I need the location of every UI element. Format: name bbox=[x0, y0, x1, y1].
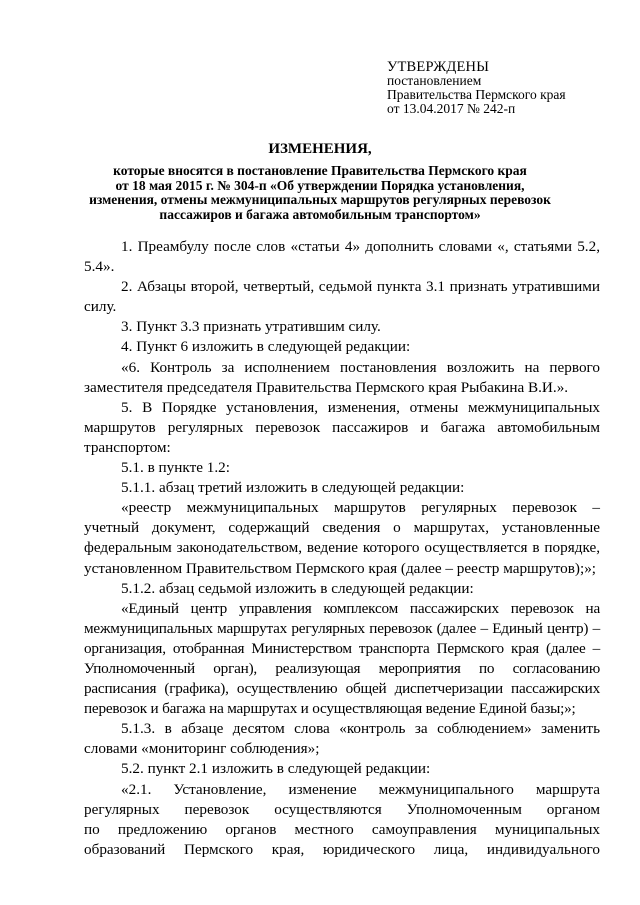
paragraph-13: 5.2. пункт 2.1 изложить в следующей редакции: bbox=[121, 760, 431, 778]
paragraph-12: 5.1.3. в абзаце десятом слова «контроль за соблюдением» заменить словами «мониторинг соблюдения»; bbox=[84, 720, 600, 758]
approval-heading: УТВЕРЖДЕНЫ bbox=[387, 59, 490, 75]
paragraph-14-line-1: «2.1. Установление, изменение межмуниципального маршрута bbox=[121, 780, 600, 798]
paragraph-3: 3. Пункт 3.3 признать утратившим силу. bbox=[121, 318, 381, 336]
document-body bbox=[84, 237, 600, 860]
approval-line-2: Правительства Пермского края bbox=[387, 87, 566, 102]
paragraph-11: «Единый центр управления комплексом пассажирских перевозок на межмуниципальных маршрутах регулярных перевозок (далее – Единый центр) – организация, отобранная Министерством транспорта Пермского края (далее – Уполномоченный орган), реализующая мероприятия по согласованию расписания (графика), осуществлению общей диспетчеризации пассажирских перевозок и багажа на маршрутах и осуществляющая ведение Единой базы;»; bbox=[84, 599, 600, 718]
paragraph-8: 5.1.1. абзац третий изложить в следующей редакции: bbox=[121, 479, 465, 497]
paragraph-6: 5. В Порядке установления, изменения, отмены межмуниципальных маршрутов регулярных перевозок пассажиров и багажа автомобильным транспортом: bbox=[84, 398, 600, 456]
paragraph-1: 1. Преамбулу после слов «статьи 4» дополнить словами «, статьями 5.2, 5.4». bbox=[84, 238, 600, 276]
paragraph-7: 5.1. в пункте 1.2: bbox=[121, 459, 230, 477]
approval-stamp bbox=[387, 60, 566, 116]
paragraph-14-line-3: по предложению органов местного самоуправления муниципальных bbox=[84, 820, 600, 838]
paragraph-14-line-4: образований Пермского края, юридического лица, индивидуального bbox=[84, 840, 600, 858]
subtitle-line-2: от 18 мая 2015 г. № 304-п «Об утверждении Порядка установления, bbox=[115, 177, 525, 193]
subtitle-line-1: которые вносятся в постановление Правительства Пермского края bbox=[113, 163, 527, 178]
paragraph-14 bbox=[84, 780, 600, 860]
approval-line-1: постановлением bbox=[387, 73, 482, 88]
document-subtitle bbox=[60, 164, 580, 222]
paragraph-10: 5.1.2. абзац седьмой изложить в следующей редакции: bbox=[121, 579, 474, 597]
paragraph-4: 4. Пункт 6 изложить в следующей редакции: bbox=[121, 338, 411, 356]
paragraph-5: «6. Контроль за исполнением постановления возложить на первого заместителя председателя Правительства Пермского края Рыбакина В.И.». bbox=[84, 358, 600, 396]
paragraph-14-line-2: регулярных перевозок осуществляются Уполномоченным органом bbox=[84, 800, 600, 818]
document-title: ИЗМЕНЕНИЯ, bbox=[268, 141, 372, 157]
paragraph-9: «реестр межмуниципальных маршрутов регулярных перевозок – учетный документ, содержащий сведения о маршрутах, установленные федеральным законодательством, ведение которого осуществляется в порядке, установленном Правительством Пермского края (далее – реестр маршрутов);»; bbox=[84, 499, 600, 577]
approval-line-3: от 13.04.2017 № 242-п bbox=[387, 101, 516, 116]
paragraph-2: 2. Абзацы второй, четвертый, седьмой пункта 3.1 признать утратившими силу. bbox=[84, 278, 600, 316]
subtitle-line-3: изменения, отмены межмуниципальных маршрутов регулярных перевозок bbox=[89, 192, 551, 207]
subtitle-line-4: пассажиров и багажа автомобильным транспортом» bbox=[159, 206, 481, 222]
